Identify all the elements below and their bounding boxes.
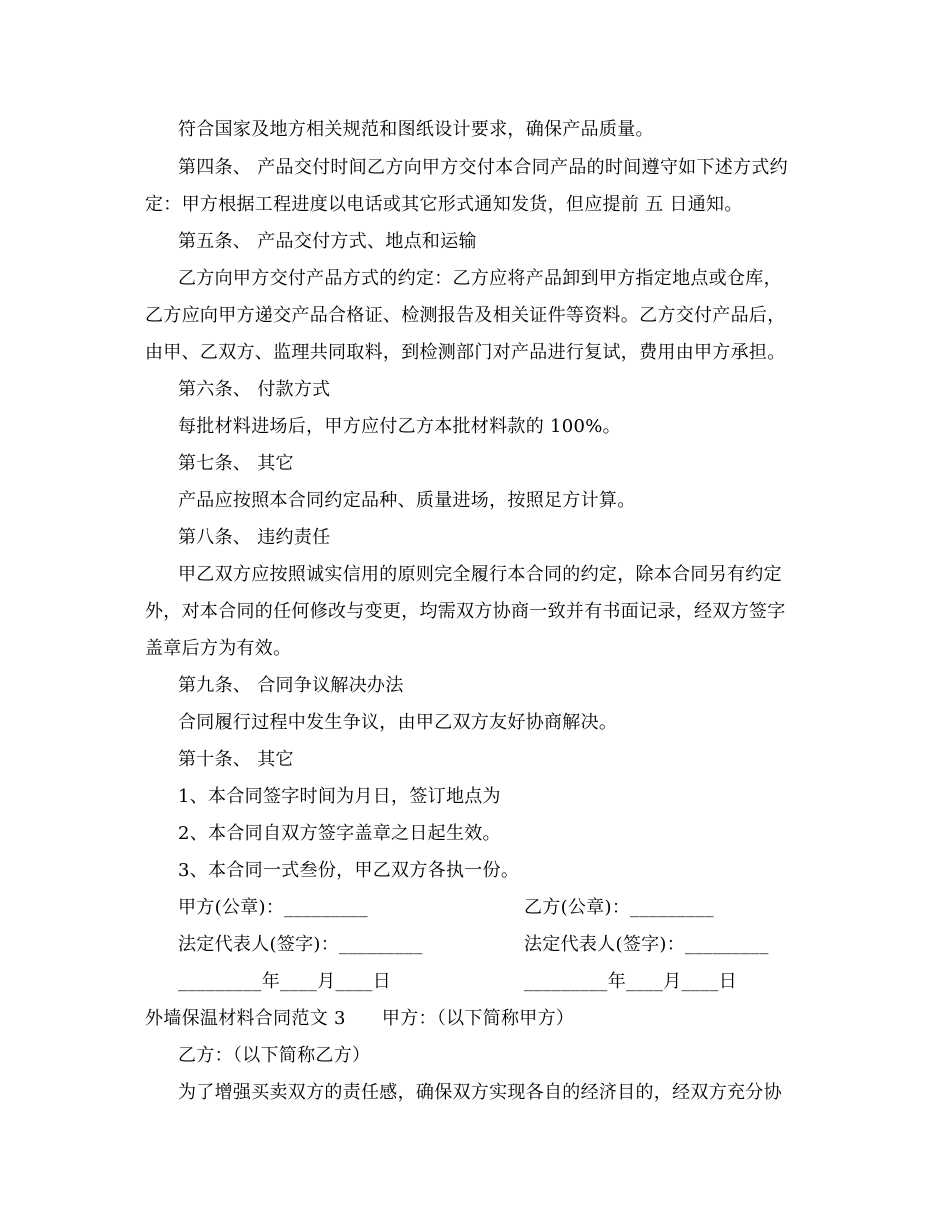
article-4-heading: 第四条、 产品交付时间乙方向甲方交付本合同产品的时间遵守如下述方式约 [178, 157, 788, 178]
paragraph-line: 为了增强买卖双方的责任感，确保双方实现各自的经济目的，经双方充分协 [178, 1082, 782, 1103]
party-a-seal-field: 甲方(公章)：_________ [178, 897, 368, 918]
party-b-intro: 乙方：（以下简称乙方） [178, 1045, 371, 1066]
paragraph-line: 由甲、乙双方、监理共同取料，到检测部门对产品进行复试，费用由甲方承担。 [145, 342, 786, 363]
list-item: 1、本合同签字时间为月日，签订地点为 [178, 786, 501, 807]
paragraph-line: 每批材料进场后，甲方应付乙方本批材料款的 100%。 [178, 416, 621, 437]
paragraph-line: 乙方向甲方交付产品方式的约定：乙方应将产品卸到甲方指定地点或仓库， [178, 268, 782, 289]
list-item: 2、本合同自双方签字盖章之日起生效。 [178, 823, 501, 844]
party-b-representative-field: 法定代表人(签字)：_________ [524, 934, 769, 955]
paragraph-line: 外，对本合同的任何修改与变更，均需双方协商一致并有书面记录，经双方签字 [145, 601, 786, 622]
paragraph-line: 符合国家及地方相关规范和图纸设计要求，确保产品质量。 [178, 119, 654, 140]
article-9-heading: 第九条、 合同争议解决办法 [178, 675, 404, 696]
article-8-heading: 第八条、 违约责任 [178, 527, 331, 548]
paragraph-line: 盖章后方为有效。 [145, 638, 292, 659]
article-7-heading: 第七条、 其它 [178, 453, 294, 474]
paragraph-line: 定：甲方根据工程进度以电话或其它形式通知发货，但应提前 五 日通知。 [145, 194, 743, 215]
list-item: 3、本合同一式叁份，甲乙双方各执一份。 [178, 860, 520, 881]
party-b-date-field: _________年____月____日 [524, 971, 737, 992]
paragraph-line: 甲乙双方应按照诚实信用的原则完全履行本合同的约定，除本合同另有约定 [178, 564, 782, 585]
party-a-representative-field: 法定代表人(签字)：_________ [178, 934, 423, 955]
paragraph-line: 乙方应向甲方递交产品合格证、检测报告及相关证件等资料。乙方交付产品后， [145, 305, 786, 326]
party-b-seal-field: 乙方(公章)：_________ [524, 897, 714, 918]
paragraph-line: 合同履行过程中发生争议，由甲乙双方友好协商解决。 [178, 712, 618, 733]
article-10-heading: 第十条、 其它 [178, 749, 294, 770]
contract-3-title-line: 外墙保温材料合同范文 3 甲方：（以下简称甲方） [145, 1008, 575, 1029]
paragraph-line: 产品应按照本合同约定品种、质量进场，按照足方计算。 [178, 490, 636, 511]
article-6-heading: 第六条、 付款方式 [178, 379, 331, 400]
article-5-heading: 第五条、 产品交付方式、地点和运输 [178, 231, 477, 252]
party-a-date-field: _________年____月____日 [178, 971, 391, 992]
